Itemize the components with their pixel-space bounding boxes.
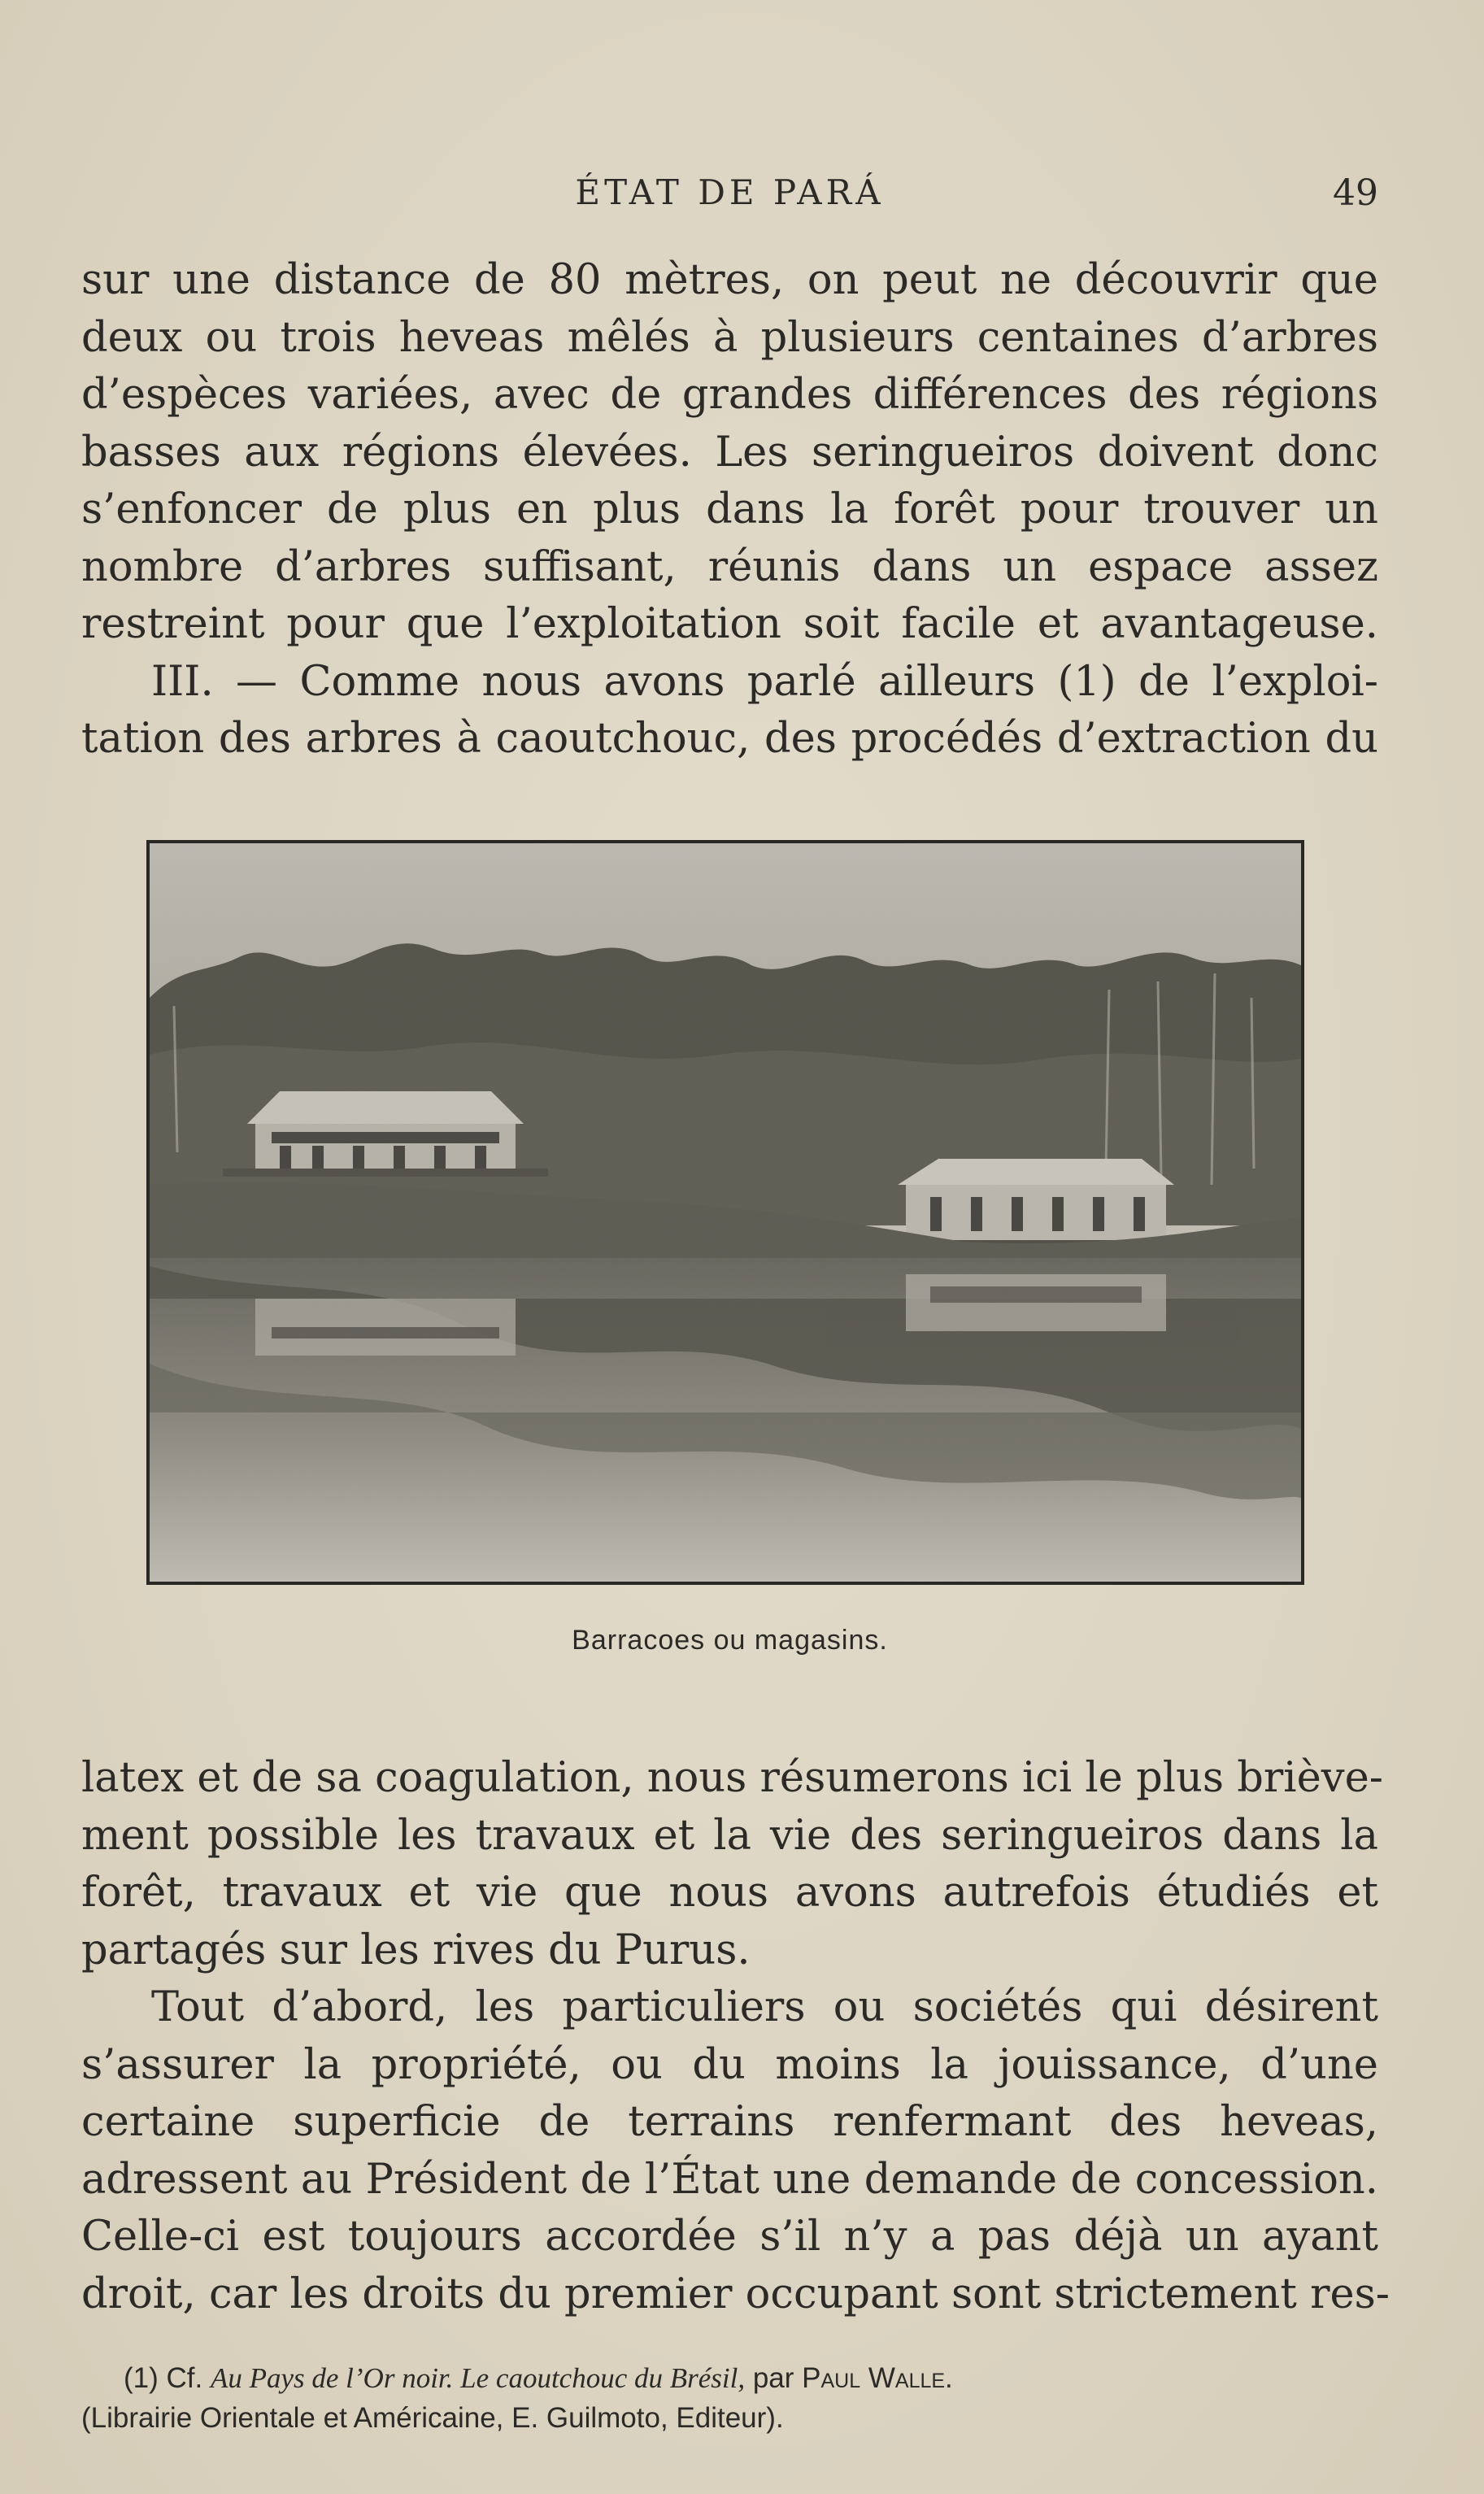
photograph-barracoes	[146, 840, 1304, 1585]
text-line: latex et de sa coagulation, nous résumerons ici le plus briève-	[81, 1754, 1383, 1802]
footnote-line-2: (Librairie Orientale et Américaine, E. Guilmoto, Editeur).	[81, 2402, 784, 2434]
footnote-title: Au Pays de l’Or noir. Le caoutchouc du Brésil,	[210, 2362, 746, 2394]
text-line: adressent au Président de l’État une demande de concession.	[81, 2155, 1378, 2204]
body-text-top	[81, 252, 1378, 768]
footnote-by: par	[752, 2362, 794, 2394]
figure-caption: Barracoes ou magasins.	[572, 1625, 888, 1656]
text-line: certaine superficie de terrains renfermant des heveas,	[81, 2098, 1378, 2146]
text-line: Celle-ci est toujours accordée s’il n’y a pas déjà un ayant	[81, 2213, 1378, 2261]
text-line: ment possible les travaux et la vie des seringueiros dans la	[81, 1811, 1378, 1860]
text-line: basses aux régions élevées. Les seringueiros doivent donc	[81, 428, 1378, 477]
running-head	[81, 172, 1378, 221]
text-line: deux ou trois heveas mêlés à plusieurs centaines d’arbres	[81, 313, 1378, 362]
text-line: partagés sur les rives du Purus.	[81, 1926, 751, 1974]
paragraph-start-line: Tout d’abord, les particuliers ou sociétés qui désirent	[151, 1983, 1378, 2031]
text-line: tation des arbres à caoutchouc, des procédés d’extraction du	[81, 715, 1378, 763]
footnote-author: Paul Walle.	[802, 2362, 953, 2394]
footnote-line-1	[81, 2358, 1378, 2398]
footnote	[81, 2358, 1378, 2438]
text-line: nombre d’arbres suffisant, réunis dans un espace assez	[81, 542, 1378, 591]
text-line: s’enfoncer de plus en plus dans la forêt pour trouver un	[81, 485, 1378, 533]
body-text-bottom	[81, 1750, 1390, 2323]
text-line: sur une distance de 80 mètres, on peut ne découvrir que	[81, 256, 1378, 304]
text-line: s’assurer la propriété, ou du moins la jouissance, d’une	[81, 2040, 1378, 2089]
text-line: d’espèces variées, avec de grandes différences des régions	[81, 371, 1378, 419]
text-line: droit, car les droits du premier occupant sont strictement res-	[81, 2270, 1390, 2318]
page-number: 49	[1333, 172, 1378, 214]
text-line: restreint pour que l’exploitation soit facile et avantageuse.	[81, 600, 1378, 648]
footnote-marker: (1) Cf.	[124, 2362, 203, 2394]
text-line: forêt, travaux et vie que nous avons autrefois étudiés et	[81, 1869, 1378, 1917]
paragraph-start-line: III. — Comme nous avons parlé ailleurs (1) de l’exploi-	[151, 657, 1378, 706]
running-title: ÉTAT DE PARÁ	[575, 172, 885, 212]
